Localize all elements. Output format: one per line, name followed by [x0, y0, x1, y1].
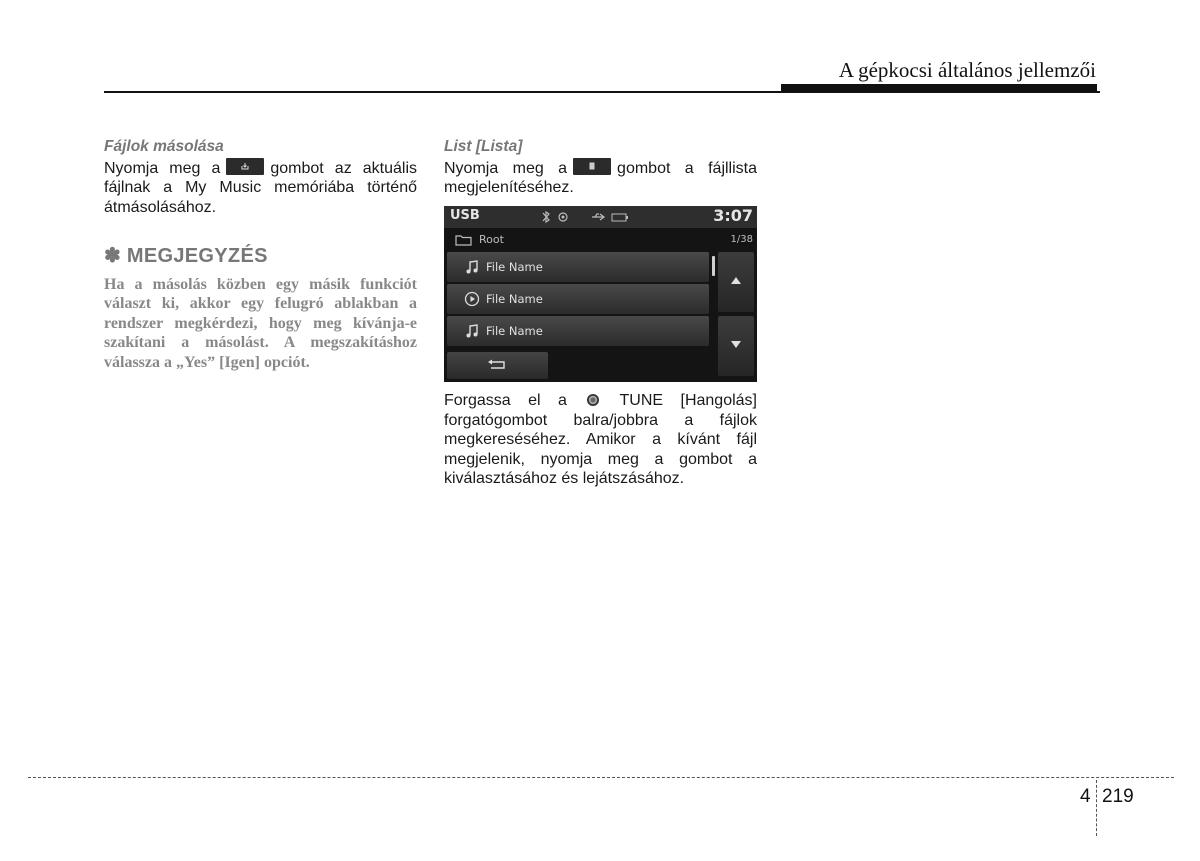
header-rule-accent: [781, 84, 1097, 93]
note-body: Ha a másolás közben egy másik funkciót választ ki, akkor egy felugró ablakban a rendszer megkérdezi, hogy meg kívánja-e szakítani a másolást. A megszakításhoz válassza a „Yes” [Igen] opciót.: [104, 275, 417, 371]
status-bar: [444, 206, 757, 228]
settings-icon: [559, 213, 567, 221]
file-name: File Name: [486, 324, 543, 338]
arrow-down-icon: [730, 340, 742, 349]
tune-paragraph: [444, 391, 757, 489]
usb-icon: [592, 214, 604, 220]
copy-para-after: gombot az aktuális fájlnak a My Music memóriába történő átmásolásához.: [104, 159, 417, 216]
file-count: 1/38: [730, 234, 753, 245]
device-screen: [444, 206, 757, 382]
status-icons: [540, 210, 636, 224]
note-heading: ✽ MEGJEGYZÉS: [104, 245, 268, 267]
music-note-icon: [464, 259, 480, 275]
back-arrow-icon: [487, 359, 509, 371]
clock: 3:07: [713, 206, 753, 225]
bluetooth-icon: [543, 212, 549, 222]
list-button-icon: [573, 158, 611, 175]
path-bar: [444, 229, 757, 249]
list-para-after: gombot a fájllista megjelenítéséhez.: [444, 159, 757, 196]
back-button[interactable]: [447, 352, 548, 379]
copy-files-subhead: Fájlok másolása: [104, 138, 224, 155]
battery-icon: [612, 214, 628, 221]
scroll-down-button[interactable]: [718, 316, 754, 376]
footer-rule: [28, 777, 1174, 778]
file-row[interactable]: [447, 284, 709, 314]
file-name: File Name: [486, 260, 543, 274]
left-column: [104, 137, 417, 372]
play-circle-icon: [464, 291, 480, 307]
tune-para-before: Forgassa el a: [444, 392, 567, 409]
current-folder: Root: [479, 233, 504, 246]
list-paragraph: [444, 158, 757, 198]
page-number: 219: [1102, 786, 1134, 807]
music-note-icon: [464, 323, 480, 339]
tune-knob-icon: [586, 393, 600, 407]
scroll-up-button[interactable]: [718, 252, 754, 312]
list-scrollbar[interactable]: [712, 256, 715, 276]
file-row[interactable]: [447, 252, 709, 282]
header-title: A gépkocsi általános jellemzői: [838, 58, 1096, 82]
arrow-up-icon: [730, 276, 742, 285]
folder-icon: [455, 234, 472, 246]
file-name: File Name: [486, 292, 543, 306]
file-row[interactable]: [447, 316, 709, 346]
copy-files-paragraph: [104, 158, 417, 218]
chapter-number: 4: [1080, 786, 1091, 807]
list-subhead: List [Lista]: [444, 138, 523, 155]
copy-button-icon: [226, 158, 264, 175]
right-column: [444, 137, 757, 198]
tune-para-text: TUNE [Hangolás] forgatógombot balra/jobbra a fájlok megkereséséhez. Amikor a kívánt fájl megjelenik, nyomja meg a gombot a kiválasztásához és lejátszásához.: [444, 392, 757, 487]
copy-para-before: Nyomja meg a: [104, 159, 221, 177]
footer-divider: [1096, 780, 1097, 836]
list-para-before: Nyomja meg a: [444, 159, 568, 177]
source-label: USB: [450, 208, 480, 223]
